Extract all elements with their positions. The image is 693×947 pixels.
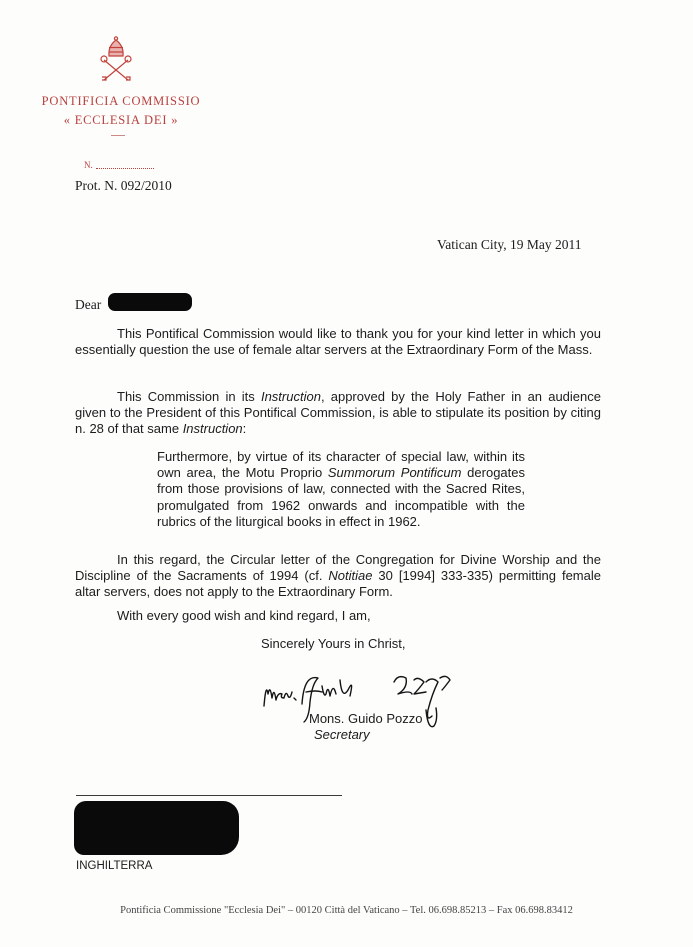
paragraph-3-text-b: 30 [1994] 333-335) permitting female altar servers, does not apply to the Extraordinary Form. [75, 568, 601, 600]
paragraph-3-text-a: In this regard, the Circular letter of the Congregation for Divine Worship and the Discipline of the Sacraments of 1994 (cf. [75, 552, 601, 584]
block-quote [157, 449, 525, 530]
instruction-term-1: Instruction [260, 389, 321, 404]
signatory-name: Mons. Guido Pozzo [309, 711, 423, 726]
number-dotted-line [96, 168, 154, 169]
address-country: INGHILTERRA [76, 860, 153, 872]
quote-text-a: Furthermore, by virtue of its character of special law, within its own area, the Motu Proprio [157, 449, 525, 481]
letterhead-line2: « ECCLESIA DEI » [63, 113, 179, 127]
quote-text-b: derogates from those provisions of law, connected with the Sacred Rites, promulgated from 1962 onwards and incompatible with the rubrics of the liturgical books in effect in 1962. [157, 465, 525, 529]
paragraph-1: This Pontifical Commission would like to thank you for your kind letter in which you essentially question the use of female altar servers at the Extraordinary Form of the Mass. [75, 326, 601, 358]
paragraph-2-text-a: This Commission in its [117, 389, 261, 404]
salutation: Dear [75, 297, 102, 312]
letter-date: Vatican City, 19 May 2011 [437, 237, 582, 252]
summorum-pontificum: Summorum Pontificum [327, 465, 462, 481]
paragraph-2-text-c: : [242, 421, 247, 437]
paragraph-4: With every good wish and kind regard, I am, [117, 608, 371, 623]
paragraph-2-text-b: , approved by the Holy Father in an audience given to the President of this Pontifical Commission, is able to stipulate its position by citing n. 28 of that same [75, 389, 601, 437]
redacted-recipient-name [108, 293, 192, 311]
paragraph-3 [75, 552, 601, 601]
letterhead-line1: PONTIFICIA COMMISSIO [41, 94, 201, 108]
address-divider [76, 795, 342, 796]
number-label: N. [84, 160, 93, 170]
papal-crest-icon [96, 36, 136, 84]
notitiae-term: Notitiae [328, 568, 373, 584]
letterhead-footer: Pontificia Commissione "Ecclesia Dei" – 00120 Città del Vaticano – Tel. 06.698.85213 – Fax 06.698.83412 [120, 905, 573, 916]
letterhead-divider [111, 135, 125, 136]
protocol-number: Prot. N. 092/2010 [75, 178, 172, 193]
instruction-term-2: Instruction [182, 421, 243, 437]
signatory-title: Secretary [314, 727, 370, 742]
redacted-address-block [74, 801, 239, 855]
paragraph-2 [75, 389, 601, 438]
closing: Sincerely Yours in Christ, [261, 636, 406, 651]
